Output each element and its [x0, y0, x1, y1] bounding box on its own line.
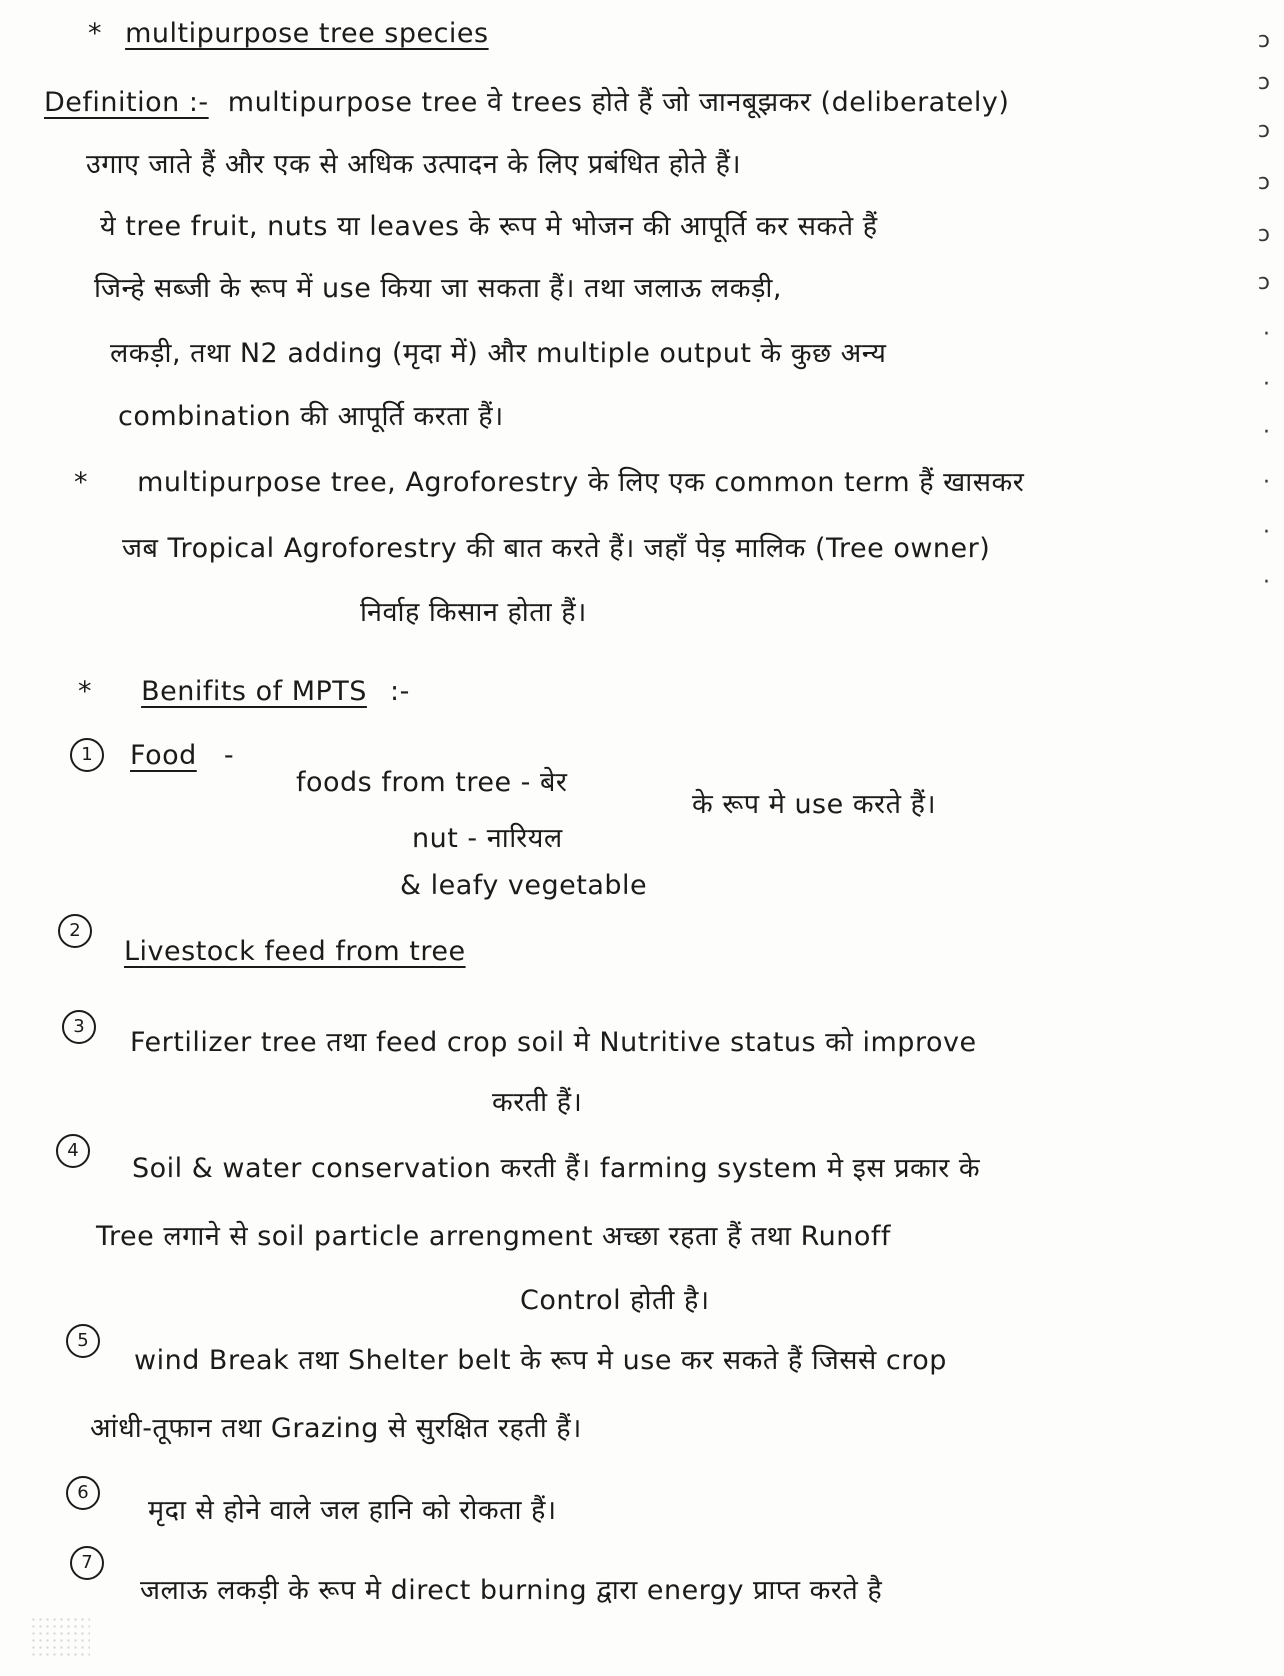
benefit-1-sub-3: & leafy vegetable: [400, 870, 648, 901]
benefits-star: *: [78, 676, 92, 707]
binding-mark: ·: [1263, 570, 1270, 595]
benefit-3-line-2: करती हैं।: [492, 1087, 583, 1118]
binding-mark: ·: [1263, 322, 1270, 347]
binding-mark: ·: [1263, 470, 1270, 495]
binding-mark: ↄ: [1257, 270, 1270, 295]
definition-line-1: [44, 82, 1009, 119]
benefits-title-suffix: :-: [390, 676, 410, 707]
definition-line-2: उगाए जाते हैं और एक से अधिक उत्पादन के लिए प्रबंधित होते हैं।: [86, 149, 742, 180]
note-line-3: निर्वाह किसान होता हैं।: [360, 597, 587, 628]
benefit-1-sub-1-right: के रूप मे use करते हैं।: [692, 789, 937, 820]
benefit-number-7: 7: [70, 1546, 104, 1580]
benefit-1-label-line: [130, 740, 234, 771]
benefit-4-line-1: Soil & water conservation करती हैं। farming system मे इस प्रकार के: [132, 1153, 981, 1184]
benefits-title-text: Benifits of MPTS: [141, 676, 367, 707]
benefit-1-sub-2: nut - नारियल: [412, 823, 563, 854]
definition-line-4: जिन्हे सब्जी के रूप में use किया जा सकता हैं। तथा जलाऊ लकड़ी,: [94, 273, 782, 304]
benefit-1-label: Food: [130, 740, 197, 771]
binding-mark: ·: [1263, 420, 1270, 445]
note-text-1: multipurpose tree, Agroforestry के लिए एक common term हैं खासकर: [137, 467, 1025, 498]
binding-mark: ↄ: [1257, 118, 1270, 143]
benefit-3-line-1: Fertilizer tree तथा feed crop soil मे Nutritive status को improve: [130, 1027, 977, 1058]
benefit-1-sub-1: foods from tree - बेर: [296, 767, 568, 798]
benefit-number-2: 2: [58, 914, 92, 948]
definition-text-1: multipurpose tree वे trees होते हैं जो जानबूझकर (deliberately): [227, 87, 1010, 118]
paper-speckle: [30, 1616, 90, 1656]
heading: [88, 18, 489, 49]
benefit-number-5: 5: [66, 1324, 100, 1358]
benefit-1-dash: -: [223, 740, 235, 771]
binding-mark: ↄ: [1257, 222, 1270, 247]
benefit-number-6: 6: [66, 1476, 100, 1510]
note-line-2: जब Tropical Agroforestry की बात करते हैं। जहाँ पेड़ मालिक (Tree owner): [122, 533, 991, 564]
note-star: *: [74, 467, 88, 498]
benefit-4-line-2: Tree लगाने से soil particle arrengment अच्छा रहता हैं तथा Runoff: [96, 1221, 891, 1252]
benefit-7-line-1: जलाऊ लकड़ी के रूप मे direct burning द्वारा energy प्राप्त करते है: [140, 1575, 883, 1606]
definition-line-6: combination की आपूर्ति करता हैं।: [118, 401, 504, 432]
benefit-5-line-2: आंधी-तूफान तथा Grazing से सुरक्षित रहती हैं।: [90, 1413, 582, 1444]
benefit-number-4: 4: [56, 1134, 90, 1168]
benefit-4-line-3: Control होती है।: [520, 1285, 710, 1316]
binding-mark: ↄ: [1257, 70, 1270, 95]
heading-text: multipurpose tree species: [125, 18, 489, 49]
binding-mark: ·: [1263, 520, 1270, 545]
note-line-1: [74, 462, 1024, 499]
benefit-number-3: 3: [62, 1010, 96, 1044]
definition-line-3: ये tree fruit, nuts या leaves के रूप मे भोजन की आपूर्ति कर सकते हैं: [100, 211, 878, 242]
binding-mark: ↄ: [1257, 170, 1270, 195]
benefit-number-1: 1: [70, 738, 104, 772]
definition-label: Definition :-: [44, 87, 209, 118]
binding-mark: ·: [1263, 372, 1270, 397]
benefits-title: [78, 676, 410, 707]
benefit-5-line-1: wind Break तथा Shelter belt के रूप मे use कर सकते हैं जिससे crop: [134, 1345, 947, 1376]
heading-star: *: [88, 18, 102, 49]
benefit-2-line-1: Livestock feed from tree: [124, 936, 466, 967]
benefit-6-line-1: मृदा से होने वाले जल हानि को रोकता हैं।: [148, 1495, 557, 1526]
binding-mark: ↄ: [1257, 28, 1270, 53]
definition-line-5: लकड़ी, तथा N2 adding (मृदा में) और multiple output के कुछ अन्य: [110, 338, 887, 369]
